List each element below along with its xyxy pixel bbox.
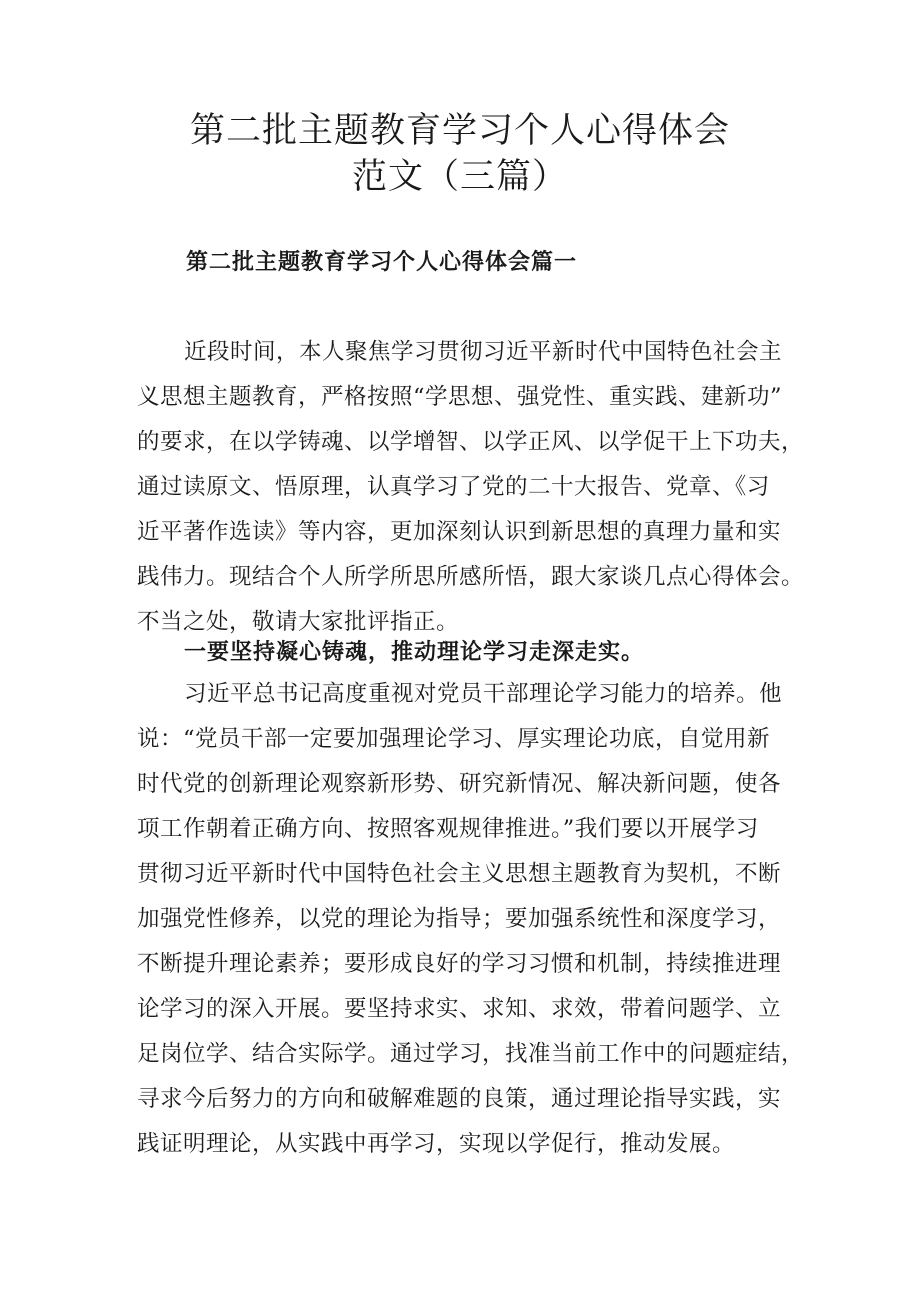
paragraph-line: 不当之处，敬请大家批评指正。 <box>137 609 460 635</box>
paragraph-line: 的要求，在以学铸魂、以学增智、以学正风、以学促干上下功夫， <box>137 429 805 455</box>
paragraph-2 <box>137 672 805 1167</box>
paragraph-line: 不断提升理论素养；要形成良好的学习习惯和机制，持续推进理 <box>137 951 782 977</box>
section-heading: 第二批主题教育学习个人心得体会篇一 <box>186 250 578 275</box>
paragraph-line: 加强党性修养，以党的理论为指导；要加强系统性和深度学习， <box>137 906 782 932</box>
paragraph-line: 时代党的创新理论观察新形势、研究新情况、解决新问题，使各 <box>137 771 782 797</box>
paragraph-line: 习近平总书记高度重视对党员干部理论学习能力的培养。他 <box>184 681 783 707</box>
paragraph-line: 近段时间，本人聚焦学习贯彻习近平新时代中国特色社会主 <box>184 339 783 365</box>
document-title-line-2: 范文（三篇） <box>351 157 568 197</box>
document-title-line-1: 第二批主题教育学习个人心得体会 <box>189 111 730 151</box>
paragraph-line: 项工作朝着正确方向、按照客观规律推进。”我们要以开展学习 <box>137 816 759 842</box>
paragraph-line: 通过读原文、悟原理，认真学习了党的二十大报告、党章、《习 <box>137 474 770 500</box>
paragraph-line: 践伟力。现结合个人所学所思所感所悟，跟大家谈几点心得体会。 <box>137 564 805 590</box>
paragraph-1 <box>137 330 805 645</box>
sub-heading: 一要坚持凝心铸魂，推动理论学习走深走实。 <box>184 640 645 665</box>
paragraph-line: 近平著作选读》等内容，更加深刻认识到新思想的真理力量和实 <box>137 519 782 545</box>
paragraph-line: 寻求今后努力的方向和破解难题的良策，通过理论指导实践，实 <box>137 1086 782 1112</box>
paragraph-line: 践证明理论，从实践中再学习，实现以学促行，推动发展。 <box>137 1131 736 1157</box>
paragraph-line: 足岗位学、结合实际学。通过学习，找准当前工作中的问题症结， <box>137 1041 805 1067</box>
paragraph-line: 义思想主题教育，严格按照“学思想、强党性、重实践、建新功” <box>137 384 783 410</box>
paragraph-line: 说：“党员干部一定要加强理论学习、厚实理论功底，自觉用新 <box>137 726 771 752</box>
paragraph-line: 论学习的深入开展。要坚持求实、求知、求效，带着问题学、立 <box>137 996 782 1022</box>
paragraph-line: 贯彻习近平新时代中国特色社会主义思想主题教育为契机，不断 <box>137 861 782 887</box>
